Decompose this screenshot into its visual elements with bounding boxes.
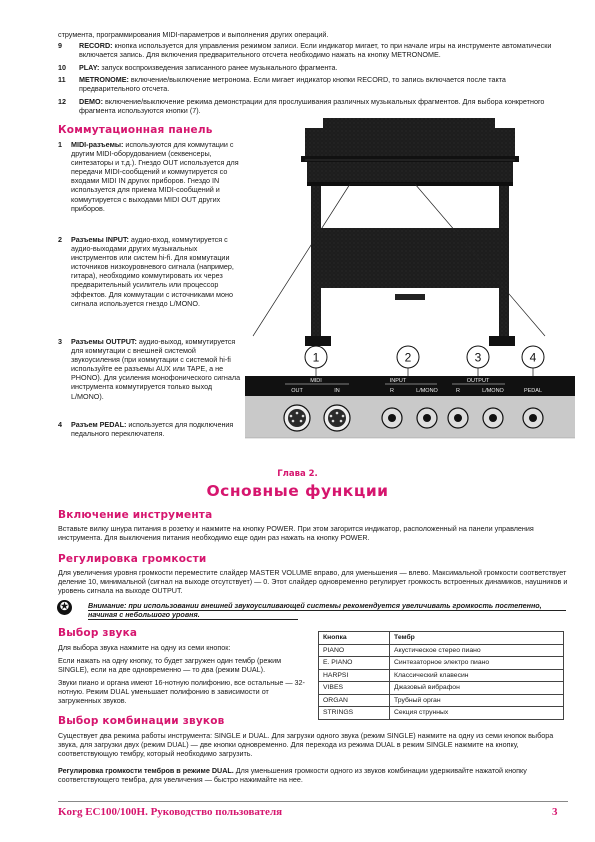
label-output-lmono: L/MONO: [482, 388, 504, 394]
item-number: 10: [58, 63, 66, 72]
item-text: кнопка используется для управления режимом записи. Если индикатор мигает, то при начале игры на инструменте автоматически включается запись. Для включения предварительного отсчета необходимо нажать на кнопку METRONOME.: [79, 41, 552, 60]
table-cell: Классический клавесин: [390, 669, 564, 682]
callout-1: 1: [312, 350, 320, 365]
callout-4: 4: [529, 350, 537, 365]
table-row: [319, 707, 564, 720]
item-label: Разъемы OUTPUT:: [71, 337, 137, 346]
list-item-metronome: [58, 75, 566, 93]
section-heading-panel: Коммутационная панель: [58, 124, 213, 136]
item-number: 12: [58, 97, 66, 106]
section-heading-volume: Регулировка громкости: [58, 553, 207, 565]
item-number: 9: [58, 41, 62, 50]
table-row: [319, 682, 564, 695]
combo-p2-label: Регулировка громкости тембров в режиме DUAL.: [58, 766, 234, 775]
item-label: Разъемы INPUT:: [71, 235, 129, 244]
page-number: 3: [552, 806, 558, 818]
chapter-title: Основные функции: [206, 482, 389, 500]
section-heading-combo: Выбор комбинации звуков: [58, 715, 225, 727]
label-output: OUTPUT: [466, 378, 490, 384]
item-text: аудио-вход, коммутируется с аудио-выходами других музыкальных инструментов или систем hi-fi. Для коммутации источников низкоуровневого сигнала (например, гитара), необходимо коммутировать их через предварительный усилитель или процессор эффектов. Для коммутации с источниками моно сигнала используется гнездо L/MONO.: [71, 235, 234, 308]
power-text: Вставьте вилку шнура питания в розетку и нажмите на кнопку POWER. При этом загорится индикатор, расположенный на панели управления инструмента. Для выключения питания необходимо еще один раз нажать на кнопку POWER.: [58, 524, 534, 543]
chapter-label: Глава 2.: [277, 469, 318, 479]
table-cell: Трубный орган: [390, 694, 564, 707]
label-input-lmono: L/MONO: [416, 388, 438, 394]
list-item-play: [58, 63, 566, 72]
panel-item-pedal: [58, 420, 242, 438]
item-text: запуск воспроизведения записанного ранее музыкального фрагмента.: [99, 63, 338, 72]
item-number: 2: [58, 235, 62, 244]
piano-connection-figure: [245, 118, 575, 448]
note-underline: [88, 619, 298, 620]
item-label: MIDI-разъемы:: [71, 140, 124, 149]
table-cell: VIBES: [319, 682, 390, 695]
label-pedal: PEDAL: [523, 388, 543, 394]
intro-continuation: струмента, программирования MIDI-параметров и выполнения других операций.: [58, 30, 329, 39]
table-cell: Секция струнных: [390, 707, 564, 720]
callout-3: 3: [474, 350, 482, 365]
sound-p3: Звуки пиано и органа имеют 16-нотную полифонию, все остальные — 32-нотную. Режим DUAL уменьшает полифонию в зависимости от загруженных звуков.: [58, 678, 305, 706]
table-cell: Синтезаторное электро пиано: [390, 657, 564, 670]
item-text: включение/выключение режима демонстрации для прослушивания различных музыкальных фрагментов. Для выбора конкретного фрагмента используются кнопки (7).: [79, 97, 545, 116]
item-label: RECORD:: [79, 41, 113, 50]
table-cell: PIANO: [319, 644, 390, 657]
combo-p2-text: Для уменьшения громкости одного из звуков комбинации удерживайте нажатой кнопку соответствующего тембра, для увеличения — быстро нажимайте на нее.: [58, 766, 527, 785]
item-label: DEMO:: [79, 97, 103, 106]
item-number: 1: [58, 140, 62, 149]
sound-table: [318, 631, 564, 720]
table-cell: ORGAN: [319, 694, 390, 707]
panel-item-midi: [58, 140, 242, 213]
label-output-r: R: [456, 388, 460, 394]
table-cell: HARPSI: [319, 669, 390, 682]
footer-rule: [58, 801, 568, 802]
table-cell: Акустическое стерео пиано: [390, 644, 564, 657]
table-row: [319, 657, 564, 670]
item-number: 3: [58, 337, 62, 346]
label-input: INPUT: [389, 378, 407, 384]
table-cell: Джазовый вибрафон: [390, 682, 564, 695]
label-midi: MIDI: [310, 378, 322, 384]
table-row: [319, 694, 564, 707]
panel-item-input: [58, 235, 242, 308]
table-row: [319, 669, 564, 682]
combo-p2: [58, 766, 568, 784]
table-header-button: Кнопка: [319, 632, 390, 645]
table-row: [319, 644, 564, 657]
volume-text: Для увеличения уровня громкости переместите слайдер MASTER VOLUME вправо, для уменьшения — влево. Максимальной громкости соответствует деление 10, минимальной (сигнал на выходе отсутствует) — 0. Этот слайдер одновременно регулирует громкость встроенных динамиков, наушников и уровень сигнала на выходе OUTPUT.: [58, 568, 568, 596]
piano-body: [301, 118, 519, 346]
item-number: 4: [58, 420, 62, 429]
label-input-r: R: [390, 388, 394, 394]
item-number: 11: [58, 75, 66, 84]
list-item-record: [58, 41, 566, 59]
section-heading-power: Включение инструмента: [58, 509, 213, 521]
volume-note: Внимание: при использовании внешней звукоусиливающей системы рекомендуется увеличивать громкость постепенно, начиная с небольшого уровня.: [88, 601, 542, 620]
combo-p1: Существует два режима работы инструмента: SINGLE и DUAL. Для загрузки одного звука (режим SINGLE) нажмите на одну из семи кнопок выбора звука, для загрузки двух (режим DUAL) — две кнопки одновременно. Для перехода из режима DUAL в режим SINGLE нажмите на кнопку, соответствующую тембру, который необходимо загрузить.: [58, 731, 554, 759]
label-out: OUT: [291, 388, 303, 394]
label-in: IN: [334, 388, 340, 394]
item-text: используются для коммутации с другим MIDI-оборудованием (секвенсеры, синтезаторы и т.д.). Гнездо OUT используется для передачи MIDI-сообщений и коммутируется со входами MIDI IN других приборов. Гнездо IN используется для приема MIDI-сообщений и коммутируется с выходами MIDI OUT других приборов.: [71, 140, 239, 213]
sound-p2: Если нажать на одну кнопку, то будет загружен один тембр (режим SINGLE), если на две одновременно — то два (режим DUAL).: [58, 656, 282, 675]
item-text: аудио-выход, коммутируется для коммутации с внешней системой звукоусиления (при коммутации с системой hi-fi используйте ее разъемы AUX или TAPE, а не PHONO). Для усиления монофонического сигнала инструмента коммутируется только выход L/MONO).: [71, 337, 241, 401]
table-header-row: [319, 632, 564, 645]
list-item-demo: [58, 97, 566, 115]
note-underline: [88, 610, 566, 611]
item-label: PLAY:: [79, 63, 100, 72]
callout-2: 2: [404, 350, 412, 365]
table-header-timbre: Тембр: [390, 632, 564, 645]
item-text: используется для подключения педального переключателя.: [71, 420, 234, 439]
footer-title: Korg EC100/100H. Руководство пользователя: [58, 806, 283, 818]
sound-p1: Для выбора звука нажмите на одну из семи кнопок:: [58, 643, 231, 652]
item-label: Разъем PEDAL:: [71, 420, 127, 429]
table-cell: E. PIANO: [319, 657, 390, 670]
table-cell: STRINGS: [319, 707, 390, 720]
section-heading-sound: Выбор звука: [58, 627, 138, 639]
warning-star-icon: ✪: [57, 600, 72, 615]
item-text: включение/выключение метронома. Если мигает индикатор кнопки RECORD, то запись включается после такта предварительного отсчета.: [79, 75, 506, 94]
item-label: METRONOME:: [79, 75, 129, 84]
panel-item-output: [58, 337, 242, 401]
